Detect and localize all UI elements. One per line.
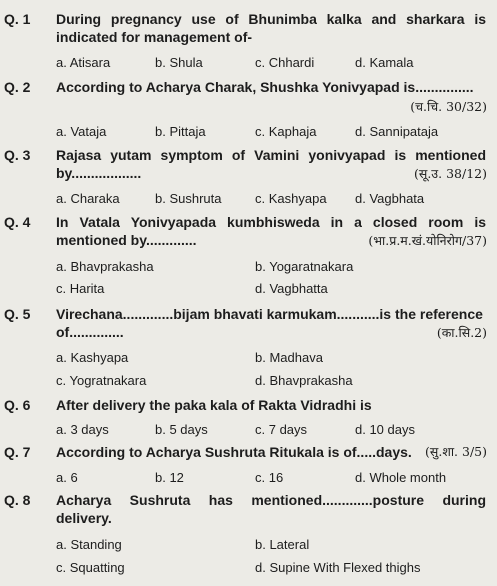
option-b: b. Yogaratnakara <box>255 259 354 274</box>
option-c: c. 16 <box>255 470 284 485</box>
option-a: a. Bhavprakasha <box>56 259 154 274</box>
reference-citation: (सू.उ. 38/12) <box>414 166 487 181</box>
option-b: b. Lateral <box>255 537 310 552</box>
option-d: d. Kamala <box>355 55 414 70</box>
question-line: Virechana.............bijam bhavati karmukam...........is the reference <box>56 306 483 322</box>
option-d: d. Whole month <box>355 470 447 485</box>
question-number: Q. 5 <box>4 306 31 322</box>
option-d: d. Supine With Flexed thighs <box>255 560 421 575</box>
option-c: c. Yogratnakara <box>56 373 147 388</box>
option-d: d. Sannipataja <box>355 124 439 139</box>
option-d: d. Bhavprakasha <box>255 373 353 388</box>
question-number: Q. 3 <box>4 147 31 163</box>
option-a: a. Standing <box>56 537 122 552</box>
option-c: c. 7 days <box>255 422 308 437</box>
question-line: After delivery the paka kala of Rakta Vidradhi is <box>56 397 372 413</box>
reference-citation: (का.सि.2) <box>436 325 487 340</box>
question-line: In Vatala Yonivyapada kumbhisweda in a closed room is <box>56 214 486 230</box>
question-number: Q. 6 <box>4 397 31 413</box>
option-a: a. 6 <box>56 470 78 485</box>
question-line: According to Acharya Sushruta Ritukala is of.....days. <box>56 444 412 460</box>
option-b: b. 5 days <box>155 422 208 437</box>
question-text <box>56 10 486 46</box>
option-a: a. 3 days <box>56 422 109 437</box>
reference-citation: (च.चि. 30/32) <box>410 99 487 114</box>
option-d: d. Vagbhata <box>355 191 425 206</box>
option-b: b. Sushruta <box>155 191 222 206</box>
question-line: According to Acharya Charak, Shushka Yonivyapad is............... <box>56 79 474 95</box>
question-line: mentioned by............. <box>56 232 197 248</box>
option-c: c. Harita <box>56 281 105 296</box>
question-text <box>56 443 486 461</box>
question-line: by.................. <box>56 165 142 181</box>
option-a: a. Vataja <box>56 124 107 139</box>
question-line: indicated for management of- <box>56 29 253 45</box>
option-b: b. Madhava <box>255 350 323 365</box>
question-number: Q. 2 <box>4 79 31 95</box>
question-number: Q. 7 <box>4 444 31 460</box>
question-number: Q. 4 <box>4 214 31 230</box>
question-text <box>56 78 486 96</box>
option-c: c. Squatting <box>56 560 125 575</box>
question-line: of.............. <box>56 324 124 340</box>
option-b: b. Shula <box>155 55 203 70</box>
question-text <box>56 396 486 414</box>
question-text <box>56 305 486 341</box>
question-line: Rajasa yutam symptom of Vamini yonivyapad is mentioned <box>56 147 486 163</box>
question-number: Q. 8 <box>4 492 31 508</box>
question-line: Acharya Sushruta has mentioned.............posture during <box>56 492 486 508</box>
question-line: delivery. <box>56 510 112 526</box>
option-d: d. 10 days <box>355 422 415 437</box>
option-a: a. Charaka <box>56 191 120 206</box>
option-b: b. 12 <box>155 470 184 485</box>
question-number: Q. 1 <box>4 11 31 27</box>
question-text <box>56 491 486 527</box>
option-d: d. Vagbhatta <box>255 281 328 296</box>
reference-citation: (सु.शा. 3/5) <box>425 444 487 459</box>
option-c: c. Kaphaja <box>255 124 317 139</box>
option-c: c. Kashyapa <box>255 191 327 206</box>
option-c: c. Chhardi <box>255 55 315 70</box>
option-a: a. Atisara <box>56 55 111 70</box>
option-b: b. Pittaja <box>155 124 206 139</box>
question-line: During pregnancy use of Bhunimba kalka and sharkara is <box>56 11 486 27</box>
option-a: a. Kashyapa <box>56 350 129 365</box>
reference-citation: (भा.प्र.म.खं.योनिरोग/37) <box>368 233 487 248</box>
